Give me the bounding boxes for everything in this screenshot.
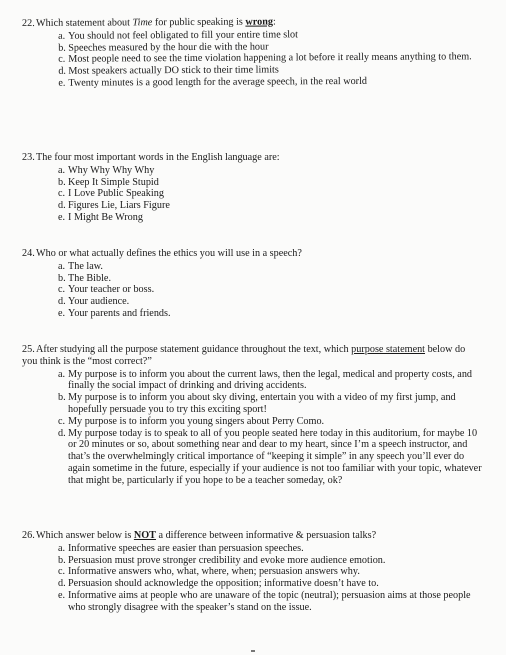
answer-option[interactable]: a. My purpose is to inform you about the current laws, then the legal, medical and property costs, and finally the social impact of drinking and driving accidents. [58, 368, 473, 392]
answer-option[interactable]: b. Keep It Simple Stupid [58, 176, 159, 188]
answer-options [22, 28, 482, 90]
answer-option[interactable]: e. Twenty minutes is a good length for the average speech, in the real world [58, 75, 368, 89]
answer-option[interactable]: c. My purpose is to inform you young singers about Perry Como. [58, 415, 325, 427]
question-24-text: 24.Who or what actually defines the ethics you will use in a speech? [22, 248, 302, 259]
question-26-text: 26.Which answer below is NOT a difference between informative & persuasion talks? [22, 530, 377, 541]
answer-option[interactable]: d. Persuasion should acknowledge the opposition; informative doesn’t have to. [58, 578, 379, 590]
answer-option[interactable]: b. Persuasion must prove stronger credibility and evoke more audience emotion. [58, 554, 386, 566]
question-number: 23. [22, 152, 35, 163]
question-22-text: 22.Which statement about Time for public speaking is wrong: [22, 16, 276, 29]
answer-options [22, 369, 482, 487]
answer-option[interactable]: d. My purpose today is to speak to all of you people seated here today in this auditorium, for maybe 10 or 20 minutes or so, about something near and dear to my heart, since I’m a speech instructor, and that’s the overwhelmingly critical importance of “keeping it simple” in any speech you’ll ever do again sometime in the future, especially if your audience is not too familiar with your topic, whatever that might be, particularly if you hope to be a teacher someday, ok? [58, 427, 482, 486]
answer-option[interactable]: b. Speeches measured by the hour die with the hour [58, 41, 269, 54]
answer-option[interactable]: d. Most speakers actually DO stick to their time limits [58, 64, 279, 77]
answer-option[interactable]: d. Your audience. [58, 296, 130, 308]
question-number: 24. [22, 248, 35, 259]
answer-option[interactable]: c. Most people need to see the time violation happening a lot before it really means anything to them. [58, 51, 472, 66]
answer-option[interactable]: c. Your teacher or boss. [58, 284, 155, 296]
answer-option[interactable]: e. Informative aims at people who are unaware of the topic (neutral); persuasion aims at those people who strongly disagree with the speaker’s stand on the issue. [58, 589, 471, 613]
answer-options [22, 165, 482, 224]
answer-options [22, 543, 482, 614]
question-22 [22, 15, 482, 90]
answer-options [22, 261, 482, 320]
question-23 [22, 152, 482, 224]
answer-option[interactable]: a. Why Why Why Why [58, 164, 155, 176]
answer-option[interactable]: a. The law. [58, 260, 103, 272]
question-26 [22, 530, 482, 614]
question-23-text: 23.The four most important words in the English language are: [22, 152, 280, 163]
answer-option[interactable]: a. You should not feel obligated to fill your entire time slot [58, 29, 298, 42]
question-25 [22, 344, 482, 487]
answer-option[interactable]: b. My purpose is to inform you about sky diving, entertain you with a video of my first jump, and hopefully persuade you to try this exciting sport! [58, 392, 456, 415]
question-24 [22, 248, 482, 320]
question-25-text: 25.After studying all the purpose statement guidance throughout the text, which purpose statement below do you think is the “most correct?” [22, 344, 466, 367]
answer-option[interactable]: a. Informative speeches are easier than persuasion speeches. [58, 542, 304, 554]
answer-option[interactable]: c. I Love Public Speaking [58, 188, 164, 200]
emphasis-wrong: wrong [245, 16, 273, 28]
emphasis-purpose-statement: purpose statement [351, 344, 426, 355]
answer-option[interactable]: e. Your parents and friends. [58, 307, 171, 319]
page-mark [251, 650, 255, 652]
emphasis-not: NOT [133, 530, 156, 541]
answer-option[interactable]: b. The Bible. [58, 272, 112, 284]
answer-option[interactable]: e. I Might Be Wrong [58, 211, 143, 223]
question-number: 26. [22, 530, 35, 541]
answer-option[interactable]: d. Figures Lie, Liars Figure [58, 200, 170, 212]
answer-option[interactable]: c. Informative answers who, what, where, when; persuasion answers why. [58, 566, 360, 578]
question-number: 22. [22, 17, 35, 29]
question-number: 25. [22, 344, 35, 355]
